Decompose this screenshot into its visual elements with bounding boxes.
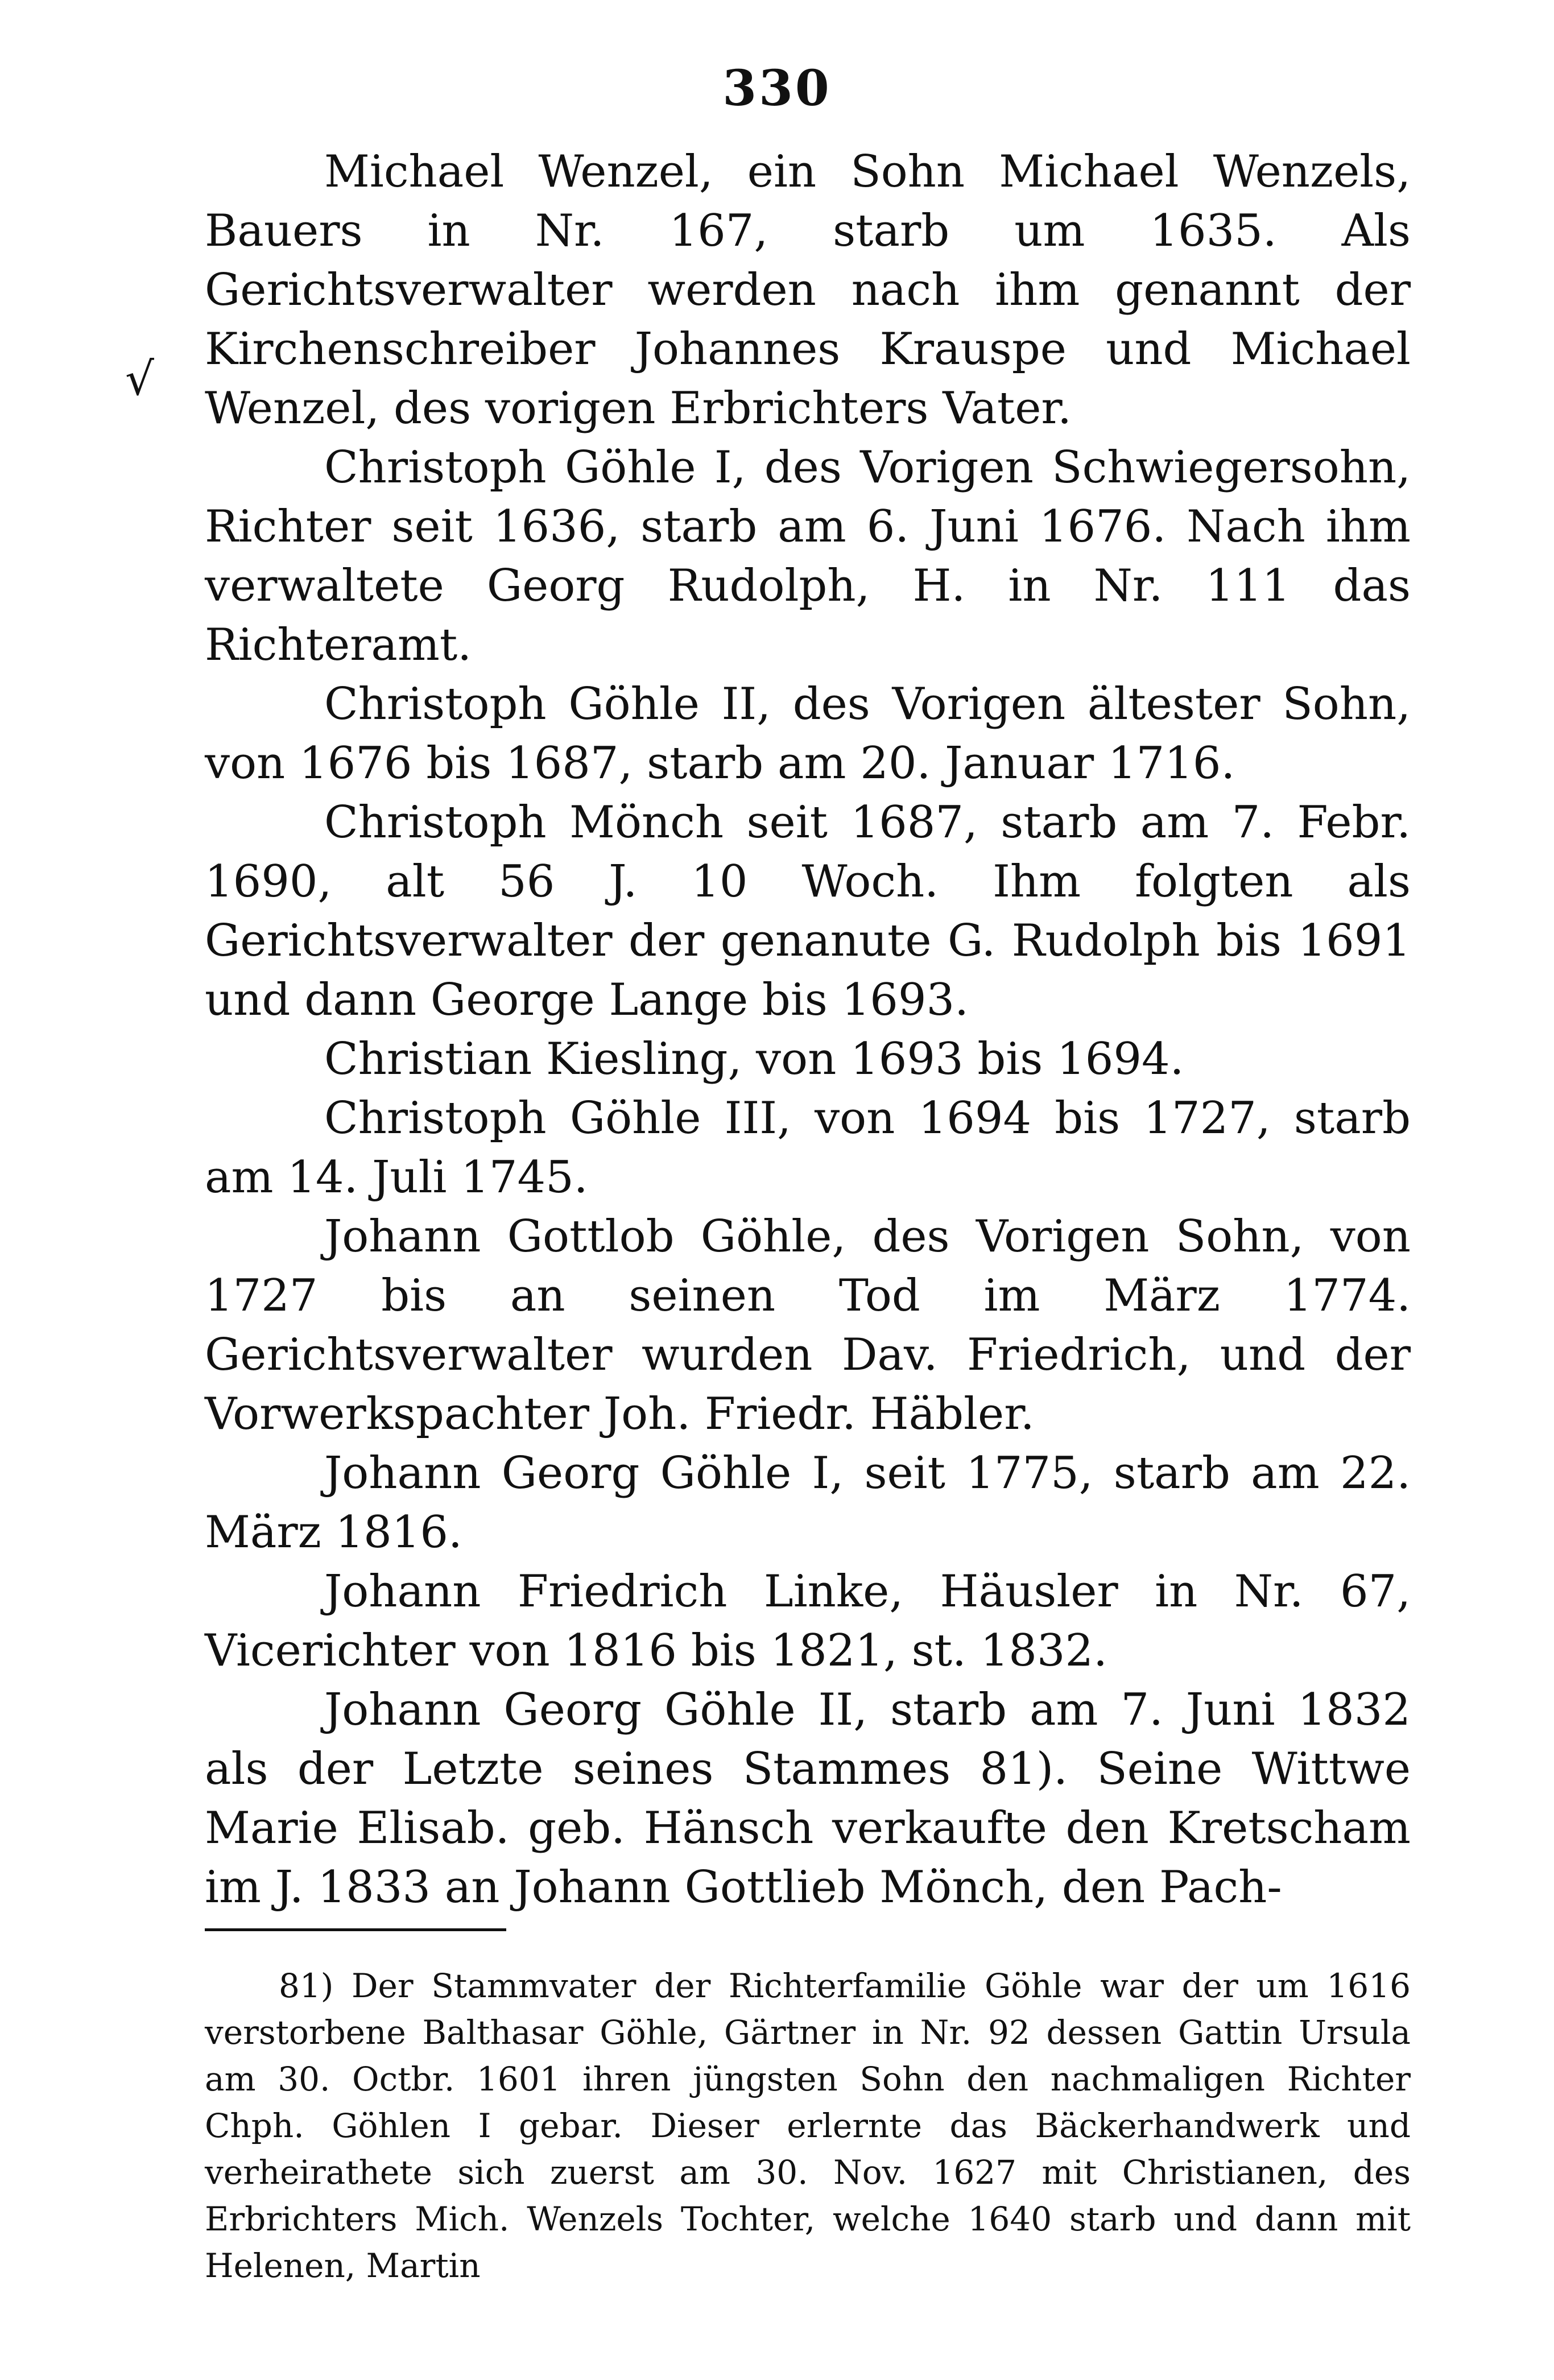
footnote	[205, 1962, 1411, 2289]
paragraph-johann-georg-goehle-2: Johann Georg Göhle II, starb am 7. Juni 1832 als der Letzte seines Stammes 81). Seine Wittwe Marie Elisab. geb. Hänsch verkaufte den Kretscham im J. 1833 an Johann Gottlieb Mönch, den Pach-	[205, 1684, 1411, 1913]
footnote-divider	[205, 1928, 506, 1931]
main-text	[205, 142, 1411, 1917]
footnote-81-text: 81) Der Stammvater der Richterfamilie Göhle war der um 1616 verstorbene Balthasar Göhle, Gärtner in Nr. 92 dessen Gattin Ursula am 30. Octbr. 1601 ihren jüngsten Sohn den nachmaligen Richter Chph. Göhlen I gebar. Dieser erlernte das Bäckerhandwerk und verheirathete sich zuerst am 30. Nov. 1627 mit Christianen, des Erbrichters Mich. Wenzels Tochter, welche 1640 starb und dann mit Helenen, Martin	[205, 1966, 1411, 2285]
paragraph-johann-georg-goehle-1: Johann Georg Göhle I, seit 1775, starb am 22. März 1816.	[205, 1448, 1411, 1558]
paragraph-johann-gottlob-goehle: Johann Gottlob Göhle, des Vorigen Sohn, von 1727 bis an seinen Tod im März 1774. Gerichtsverwalter wurden Dav. Friedrich, und der Vorwerkspachter Joh. Friedr. Häbler.	[205, 1211, 1411, 1440]
paragraph-christoph-moench: Christoph Mönch seit 1687, starb am 7. Febr. 1690, alt 56 J. 10 Woch. Ihm folgten als Gerichtsverwalter der genanute G. Rudolph bis 1691 und dann George Lange bis 1693.	[205, 797, 1411, 1026]
paragraph-christoph-goehle-1: Christoph Göhle I, des Vorigen Schwiegersohn, Richter seit 1636, starb am 6. Juni 1676. Nach ihm verwaltete Georg Rudolph, H. in Nr. 111 das Richteramt.	[205, 442, 1411, 671]
paragraph-johann-friedrich-linke: Johann Friedrich Linke, Häusler in Nr. 67, Vicerichter von 1816 bis 1821, st. 1832.	[205, 1566, 1411, 1676]
paragraph-michael-wenzel: Michael Wenzel, ein Sohn Michael Wenzels, Bauers in Nr. 167, starb um 1635. Als Gerichtsverwalter werden nach ihm genannt der Kirchenschreiber Johannes Krauspe und Michael Wenzel, des vorigen Erbrichters Vater.	[205, 146, 1411, 434]
margin-check-mark: √	[125, 353, 154, 406]
page-number: 330	[722, 60, 832, 117]
paragraph-christian-kiesling: Christian Kiesling, von 1693 bis 1694.	[324, 1034, 1184, 1085]
paragraph-christoph-goehle-3: Christoph Göhle III, von 1694 bis 1727, starb am 14. Juli 1745.	[205, 1093, 1411, 1203]
paragraph-christoph-goehle-2: Christoph Göhle II, des Vorigen ältester Sohn, von 1676 bis 1687, starb am 20. Januar 1716.	[205, 679, 1411, 789]
